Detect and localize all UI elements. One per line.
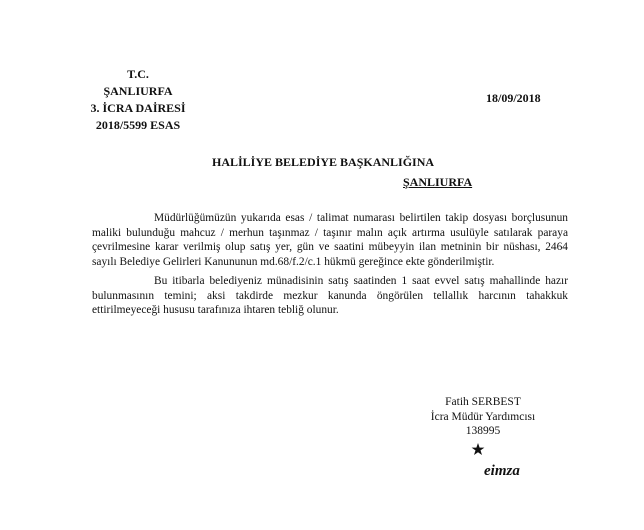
e-signature-logo-icon bbox=[448, 440, 538, 485]
header-line-city: ŞANLIURFA bbox=[103, 84, 173, 98]
signatory-title: İcra Müdür Yardımcısı bbox=[430, 410, 536, 423]
header-line-tc: T.C. bbox=[127, 67, 149, 81]
body-paragraph-2: Bu itibarla belediyeniz münadisinin satış saatinden 1 saat evvel satış mahallinde hazır bulunmasının temini; aksi takdirde mezkur kanunda öngörülen tellallık harcının tahakkuk ettirilmeyeceği hususu tarafınıza ihtaren tebliğ olunur. bbox=[92, 275, 568, 316]
signatory-number: 138995 bbox=[465, 425, 501, 437]
letter-body bbox=[92, 211, 568, 323]
signature-lettering: eimza bbox=[484, 463, 520, 479]
recipient-block bbox=[212, 152, 472, 192]
recipient-city: ŞANLIURFA bbox=[403, 175, 473, 189]
header-line-office: 3. İCRA DAİRESİ bbox=[90, 101, 186, 115]
signatory-block bbox=[418, 395, 548, 439]
body-paragraph-1: Müdürlüğümüzün yukarıda esas / talimat numarası belirtilen takip dosyası borçlusunun maliki bulunduğu mahcuz / merhun taşınmaz / taşınır malın açık artırma usulüyle satılarak paraya çevrilmesine karar verilmiş olup satış yer, gün ve saatini mübeyyin ilan metninin bir nüshası, 2464 sayılı Belediye Gelirleri Kanununun md.68/f.2/c.1 hükmü gereğince ekte gönderilmiştir. bbox=[92, 212, 568, 268]
signatory-name: Fatih SERBEST bbox=[445, 396, 521, 408]
document-date: 18/09/2018 bbox=[486, 91, 541, 105]
header-line-file-number: 2018/5599 ESAS bbox=[95, 118, 181, 132]
recipient-name: HALİLİYE BELEDİYE BAŞKANLIĞINA bbox=[212, 155, 435, 169]
issuing-office-header bbox=[82, 66, 194, 134]
